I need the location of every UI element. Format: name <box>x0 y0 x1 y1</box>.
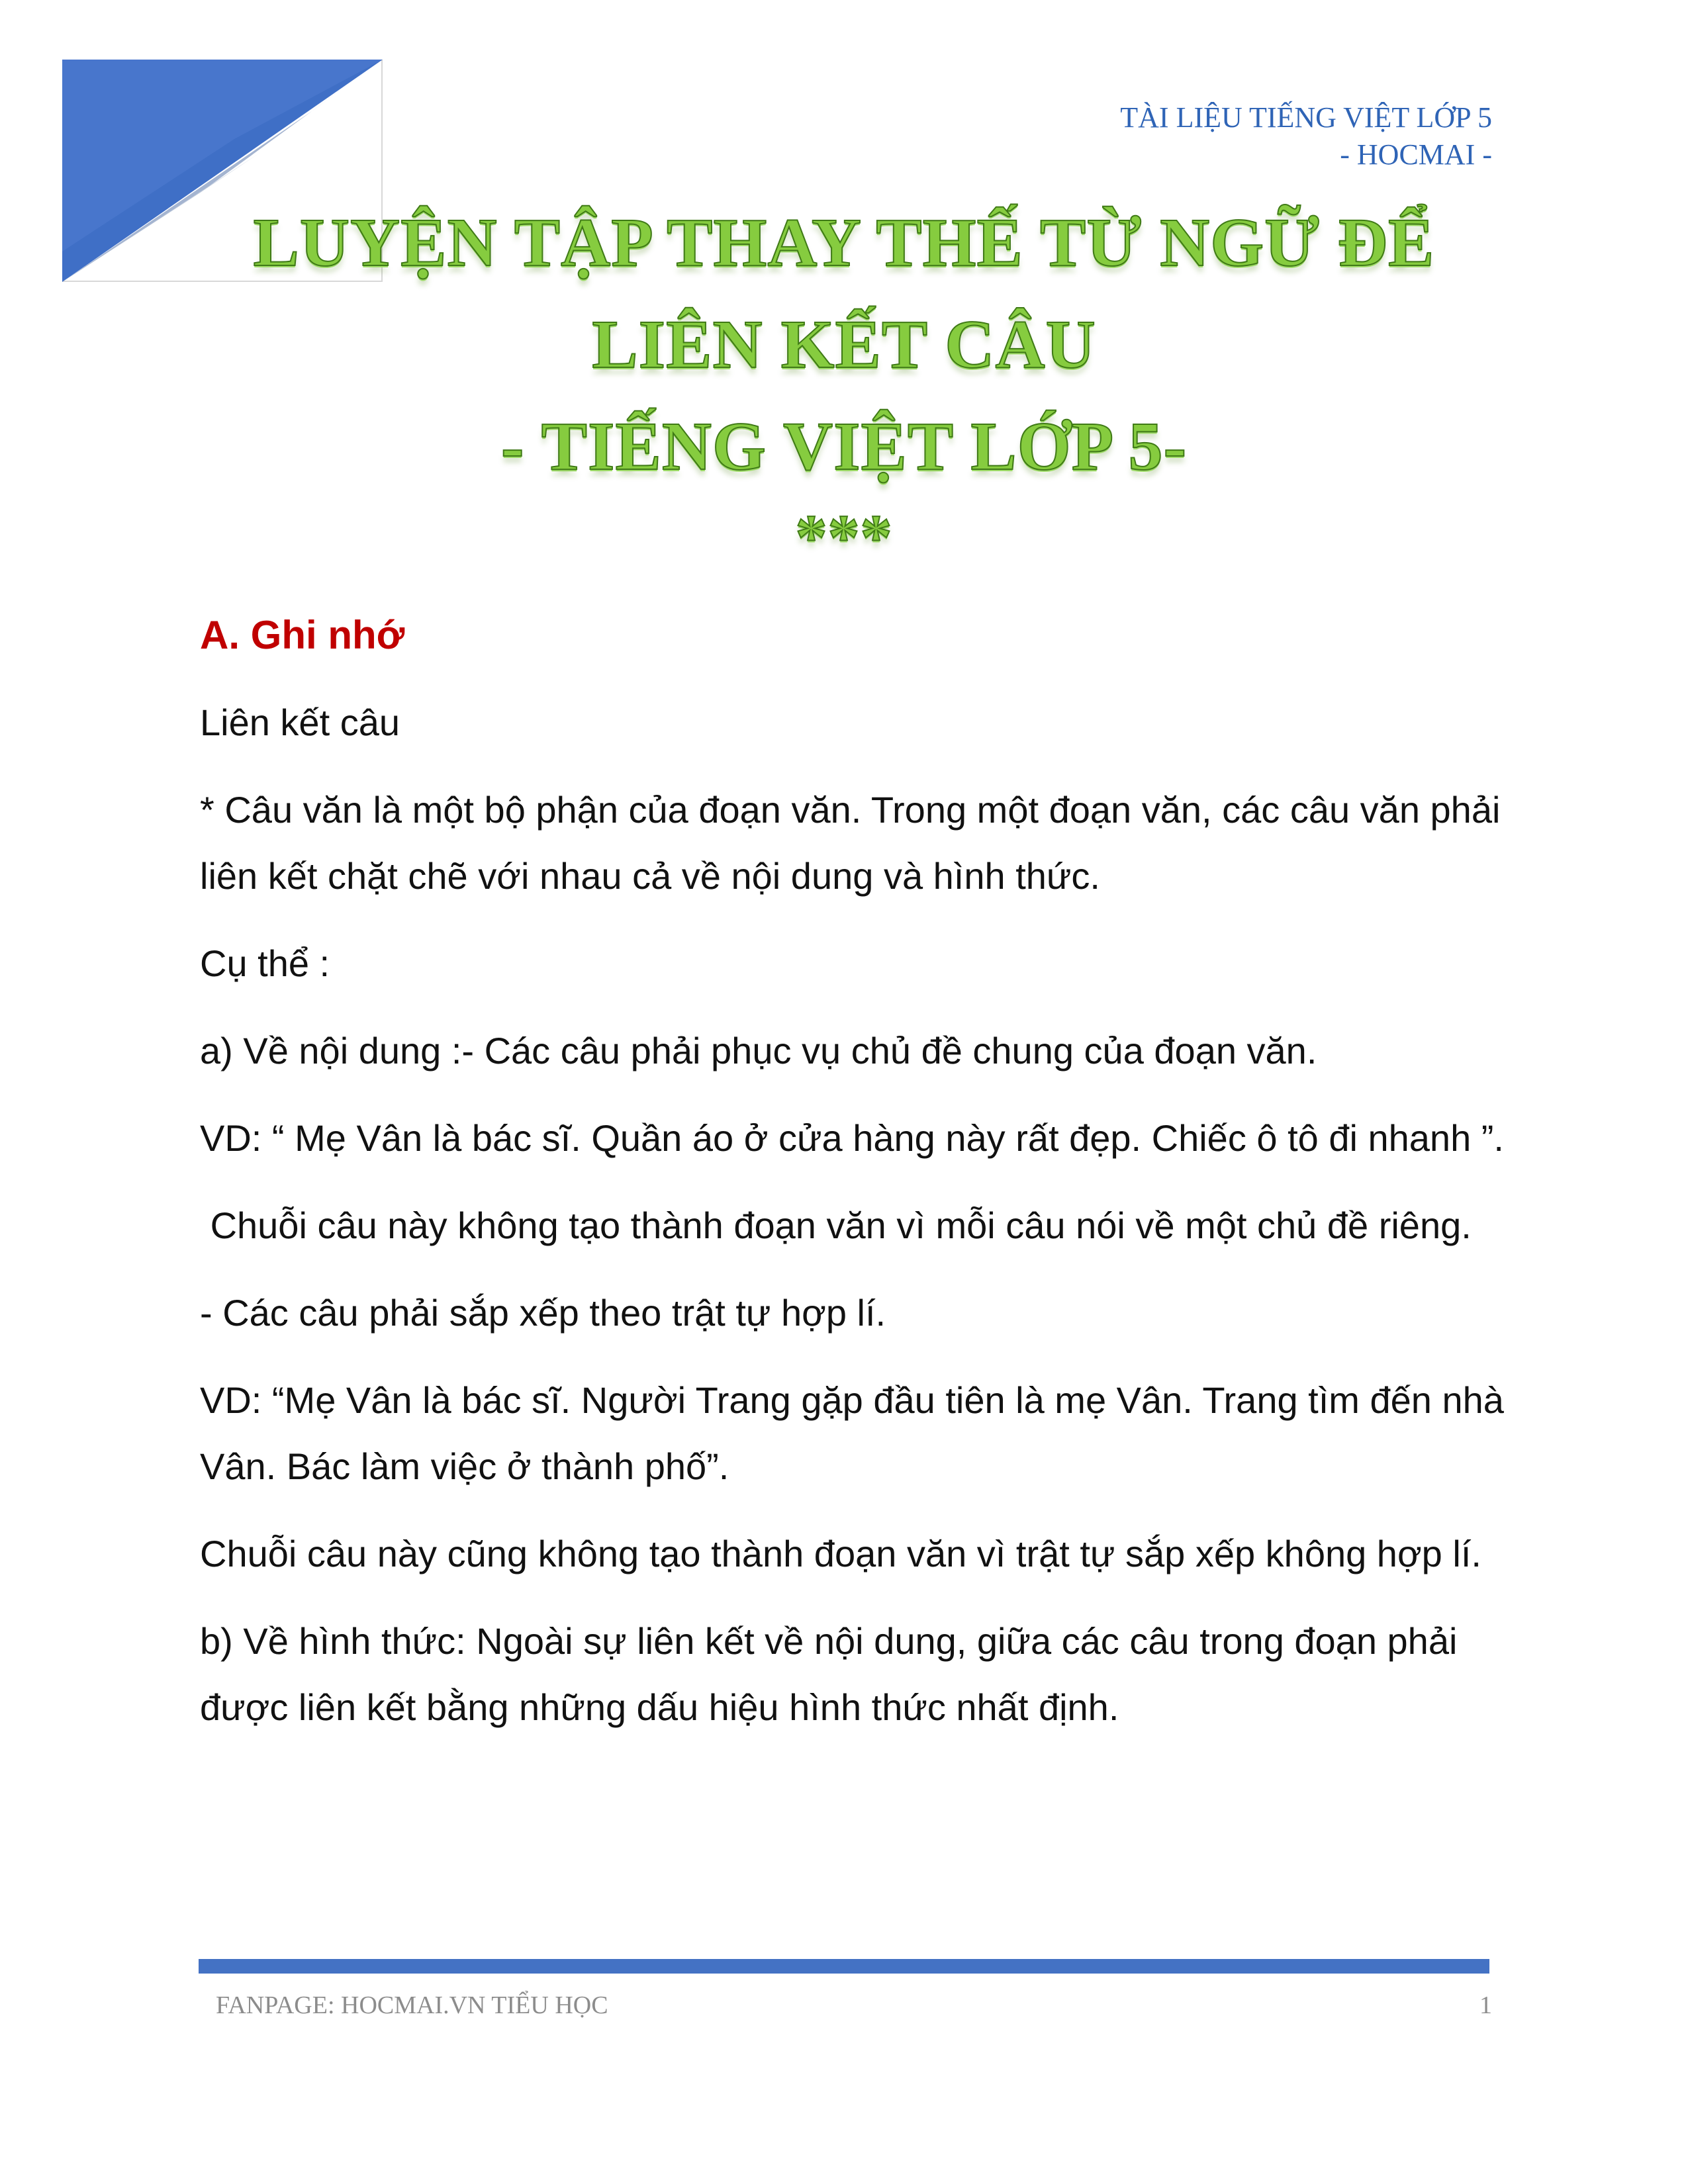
title-line-2: LIÊN KẾT CÂU <box>592 306 1096 383</box>
paragraph: a) Về nội dung :- Các câu phải phục vụ chủ đề chung của đoạn văn. <box>200 1030 1317 1071</box>
header-brand: - HOCMAI - <box>1340 138 1492 171</box>
page-number: 1 <box>1479 1991 1492 2019</box>
paragraph: Chuỗi câu này không tạo thành đoạn văn vì mỗi câu nói về một chủ đề riêng. <box>200 1205 1472 1246</box>
paragraph: b) Về hình thức: Ngoài sự liên kết về nội dung, giữa các câu trong đoạn phải được liên kết bằng những dấu hiệu hình thức nhất định. <box>200 1620 1458 1728</box>
paragraph: VD: “ Mẹ Vân là bác sĩ. Quần áo ở cửa hàng này rất đẹp. Chiếc ô tô đi nhanh ”. <box>200 1117 1504 1159</box>
paragraph: * Câu văn là một bộ phận của đoạn văn. Trong một đoạn văn, các câu văn phải liên kết chặt chẽ với nhau cả về nội dung và hình thức. <box>200 789 1501 897</box>
paragraph: VD: “Mẹ Vân là bác sĩ. Người Trang gặp đầu tiên là mẹ Vân. Trang tìm đến nhà Vân. Bác làm việc ở thành phố”. <box>200 1379 1504 1487</box>
paragraph: Cụ thể : <box>200 942 330 984</box>
footer-fanpage: FANPAGE: HOCMAI.VN TIỂU HỌC <box>216 1991 608 2019</box>
document-header <box>1120 99 1492 173</box>
paragraph: Chuỗi câu này cũng không tạo thành đoạn văn vì trật tự sắp xếp không hợp lí. <box>200 1533 1481 1574</box>
footer-divider <box>199 1959 1489 1974</box>
title-line-3: - TIẾNG VIỆT LỚP 5- <box>500 408 1188 484</box>
page-title <box>0 192 1688 577</box>
paragraph: Liên kết câu <box>200 702 400 743</box>
main-content <box>200 602 1511 1762</box>
title-stars: *** <box>795 502 893 572</box>
section-heading: A. Ghi nhớ <box>200 613 405 657</box>
paragraph: - Các câu phải sắp xếp theo trật tự hợp lí. <box>200 1292 886 1334</box>
title-line-1: LUYỆN TẬP THAY THẾ TỪ NGỮ ĐỂ <box>253 205 1435 281</box>
header-doc-label: TÀI LIỆU TIẾNG VIỆT LỚP 5 <box>1120 101 1492 134</box>
